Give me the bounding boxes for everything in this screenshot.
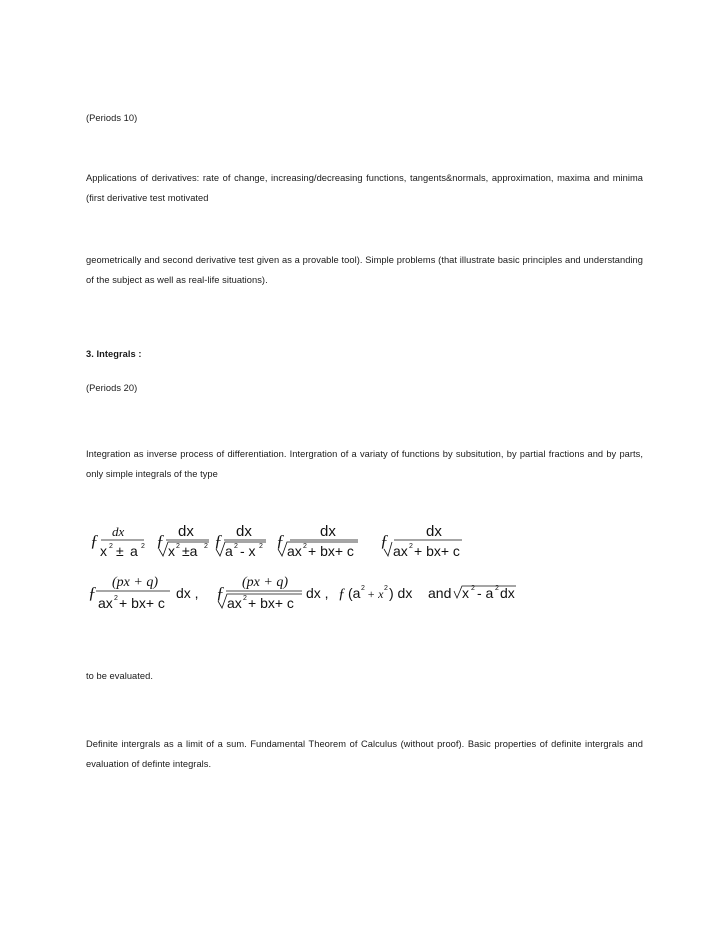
to-be-evaluated-text: to be evaluated. bbox=[86, 671, 153, 681]
svg-text:+ bx+ c: + bx+ c bbox=[308, 543, 354, 559]
svg-text:2: 2 bbox=[141, 543, 145, 550]
svg-text:2: 2 bbox=[303, 543, 307, 550]
svg-text:ƒ: ƒ bbox=[380, 531, 389, 550]
svg-text:2: 2 bbox=[176, 543, 180, 550]
svg-text:2: 2 bbox=[109, 543, 113, 550]
svg-text:2: 2 bbox=[259, 543, 263, 550]
svg-text:a: a bbox=[130, 543, 138, 559]
svg-text:2: 2 bbox=[114, 595, 118, 602]
svg-text:2: 2 bbox=[471, 585, 475, 592]
section-heading-integrals: 3. Integrals : bbox=[86, 349, 142, 359]
svg-text:2: 2 bbox=[409, 543, 413, 550]
svg-text:dx: dx bbox=[236, 523, 252, 540]
applications-paragraph-1: Applications of derivatives: rate of change, increasing/decreasing functions, tangents&normals, approximation, maxima and minima (first derivative test motivated bbox=[86, 173, 643, 203]
svg-text:(a: (a bbox=[348, 585, 361, 601]
svg-text:a: a bbox=[225, 543, 233, 559]
svg-text:2: 2 bbox=[495, 585, 499, 592]
svg-text:dx: dx bbox=[112, 524, 125, 539]
svg-text:x: x bbox=[168, 543, 175, 559]
svg-text:dx: dx bbox=[320, 523, 336, 540]
svg-text:+ x: + x bbox=[367, 587, 384, 601]
svg-text:- x: - x bbox=[240, 543, 256, 559]
svg-text:2: 2 bbox=[243, 595, 247, 602]
svg-text:±a: ±a bbox=[182, 543, 198, 559]
svg-text:) dx: ) dx bbox=[389, 585, 413, 601]
svg-text:2: 2 bbox=[361, 585, 365, 592]
svg-text:(px + q): (px + q) bbox=[242, 575, 288, 590]
svg-text:ƒ: ƒ bbox=[276, 531, 285, 550]
svg-text:ƒ: ƒ bbox=[338, 586, 346, 602]
svg-text:ƒ: ƒ bbox=[216, 583, 225, 602]
svg-text:dx: dx bbox=[500, 585, 515, 601]
svg-text:ƒ: ƒ bbox=[88, 583, 97, 602]
svg-text:+ bx+ c: + bx+ c bbox=[119, 595, 165, 611]
svg-text:(px + q): (px + q) bbox=[112, 575, 158, 590]
svg-text:2: 2 bbox=[234, 543, 238, 550]
svg-text:and: and bbox=[428, 585, 452, 601]
integration-paragraph: Integration as inverse process of differentiation. Intergration of a variaty of functions by subsitution, by partial fractions and by parts, only simple integrals of the type bbox=[86, 449, 643, 479]
svg-text:dx ,: dx , bbox=[306, 585, 329, 601]
svg-text:±: ± bbox=[116, 543, 124, 559]
svg-text:ax: ax bbox=[393, 543, 408, 559]
svg-text:+ bx+ c: + bx+ c bbox=[248, 595, 294, 611]
svg-text:2: 2 bbox=[384, 585, 388, 592]
integral-formulas-image bbox=[84, 512, 524, 617]
periods-label-top: (Periods 10) bbox=[86, 113, 138, 123]
definite-integrals-paragraph: Definite intergrals as a limit of a sum. Fundamental Theorem of Calculus (without proof). Basic properties of definite intergrals and evaluation of definte integrals. bbox=[86, 739, 643, 769]
applications-paragraph-2: geometrically and second derivative test given as a provable tool). Simple problems (that illustrate basic principles and understanding of the subject as well as real-life situations). bbox=[86, 255, 643, 285]
svg-text:x: x bbox=[462, 585, 469, 601]
svg-text:ƒ: ƒ bbox=[90, 531, 99, 550]
svg-text:+ bx+ c: + bx+ c bbox=[414, 543, 460, 559]
svg-text:ax: ax bbox=[287, 543, 302, 559]
svg-text:2: 2 bbox=[204, 543, 208, 550]
svg-text:ƒ: ƒ bbox=[156, 531, 165, 550]
svg-text:ƒ: ƒ bbox=[214, 531, 223, 550]
svg-text:dx: dx bbox=[426, 523, 442, 540]
periods-label-integrals: (Periods 20) bbox=[86, 383, 138, 393]
svg-text:dx ,: dx , bbox=[176, 585, 199, 601]
svg-text:x: x bbox=[100, 543, 107, 559]
svg-text:dx: dx bbox=[178, 523, 194, 540]
svg-text:- a: - a bbox=[477, 585, 494, 601]
svg-text:ax: ax bbox=[227, 595, 242, 611]
svg-text:ax: ax bbox=[98, 595, 113, 611]
